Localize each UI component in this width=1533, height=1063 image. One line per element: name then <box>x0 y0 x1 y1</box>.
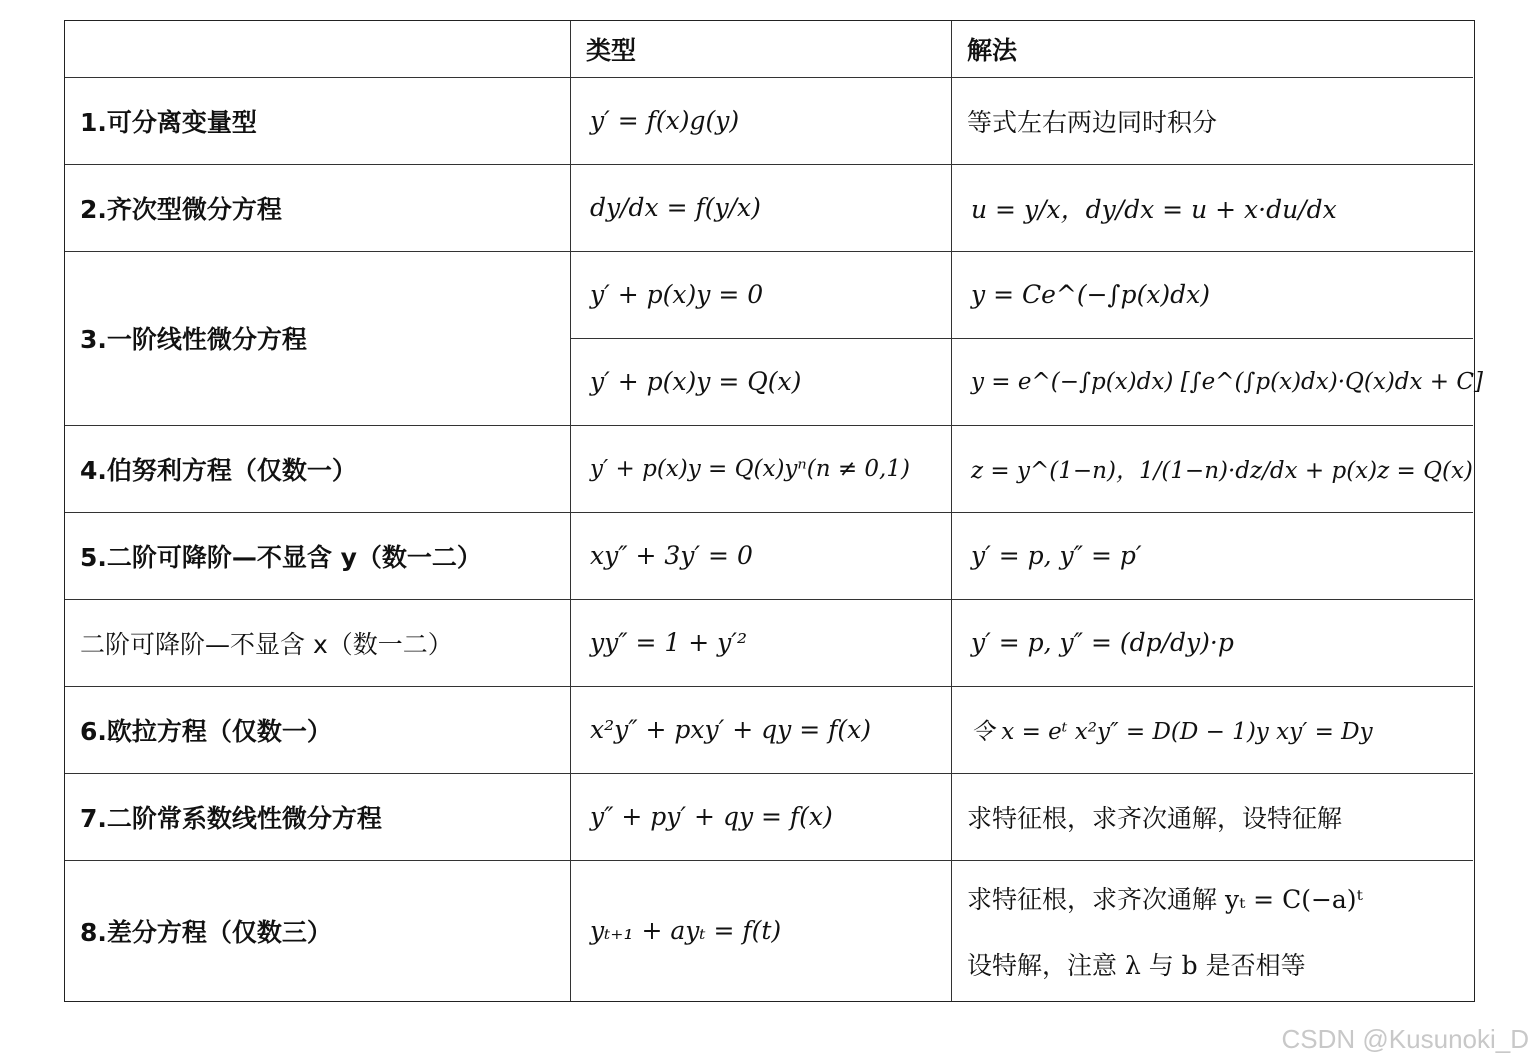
row-solution-difference <box>951 860 1473 1001</box>
row-solution-linear-homogeneous: y = Ce^(−∫p(x)dx) <box>971 280 1211 309</box>
row-label-const-coeff: 7.二阶常系数线性微分方程 <box>80 803 382 833</box>
row-label-homogeneous: 2.齐次型微分方程 <box>80 194 282 224</box>
row-label-separable: 1.可分离变量型 <box>80 107 257 137</box>
row-type-difference: yₜ₊₁ + ayₜ = f(t) <box>590 916 782 945</box>
row-type-reducible-no-y: xy″ + 3y′ = 0 <box>590 541 753 570</box>
formula-table <box>64 20 1483 1002</box>
row-label-difference: 8.差分方程（仅数三） <box>80 917 332 947</box>
row-solution-difference-line2: 设特解，注意 λ 与 b 是否相等 <box>967 950 1306 980</box>
row-solution-euler: 令 x = eᵗ x²y″ = D(D − 1)y xy′ = Dy <box>971 719 1373 745</box>
row-type-euler: x²y″ + pxy′ + qy = f(x) <box>590 715 871 744</box>
row-type-const-coeff: y″ + py′ + qy = f(x) <box>590 802 833 831</box>
row-solution-bernoulli: z = y^(1−n)，1/(1−n)·dz/dx + p(x)z = Q(x) <box>971 458 1473 484</box>
row-type-bernoulli: y′ + p(x)y = Q(x)yⁿ(n ≠ 0,1) <box>590 455 910 482</box>
row-type-separable: y′ = f(x)g(y) <box>590 106 740 135</box>
header-solution: 解法 <box>967 36 1018 65</box>
row-solution-reducible-no-y: y′ = p, y″ = p′ <box>971 541 1142 570</box>
header-col1 <box>65 21 570 77</box>
row-type-reducible-no-x: yy″ = 1 + y′² <box>590 628 747 657</box>
row-label-linear: 3.一阶线性微分方程 <box>80 325 307 354</box>
row-solution-const-coeff: 求特征根，求齐次通解，设特征解 <box>967 803 1343 833</box>
row-solution-difference-line1: 求特征根，求齐次通解 yₜ = C(−a)ᵗ <box>967 884 1363 914</box>
row-label-reducible-no-y: 5.二阶可降阶—不显含 y（数一二） <box>80 542 482 572</box>
row-solution-reducible-no-x: y′ = p, y″ = (dp/dy)·p <box>971 628 1234 657</box>
row-solution-homogeneous: u = y/x，dy/dx = u + x·du/dx <box>971 194 1337 224</box>
row-label-bernoulli: 4.伯努利方程（仅数一） <box>80 455 357 485</box>
row-solution-separable: 等式左右两边同时积分 <box>967 107 1218 137</box>
row-solution-linear-nonhomogeneous: y = e^(−∫p(x)dx) [∫e^(∫p(x)dx)·Q(x)dx + C] <box>971 368 1483 395</box>
header-type: 类型 <box>586 36 637 65</box>
row-type-linear-homogeneous: y′ + p(x)y = 0 <box>590 280 764 309</box>
row-type-linear-nonhomogeneous: y′ + p(x)y = Q(x) <box>590 367 802 396</box>
row-label-reducible-no-x: 二阶可降阶—不显含 x（数一二） <box>80 629 453 659</box>
row-type-homogeneous: dy/dx = f(y/x) <box>590 193 761 222</box>
watermark: CSDN @Kusunoki_D <box>1281 1024 1529 1054</box>
row-label-euler: 6.欧拉方程（仅数一） <box>80 716 332 746</box>
